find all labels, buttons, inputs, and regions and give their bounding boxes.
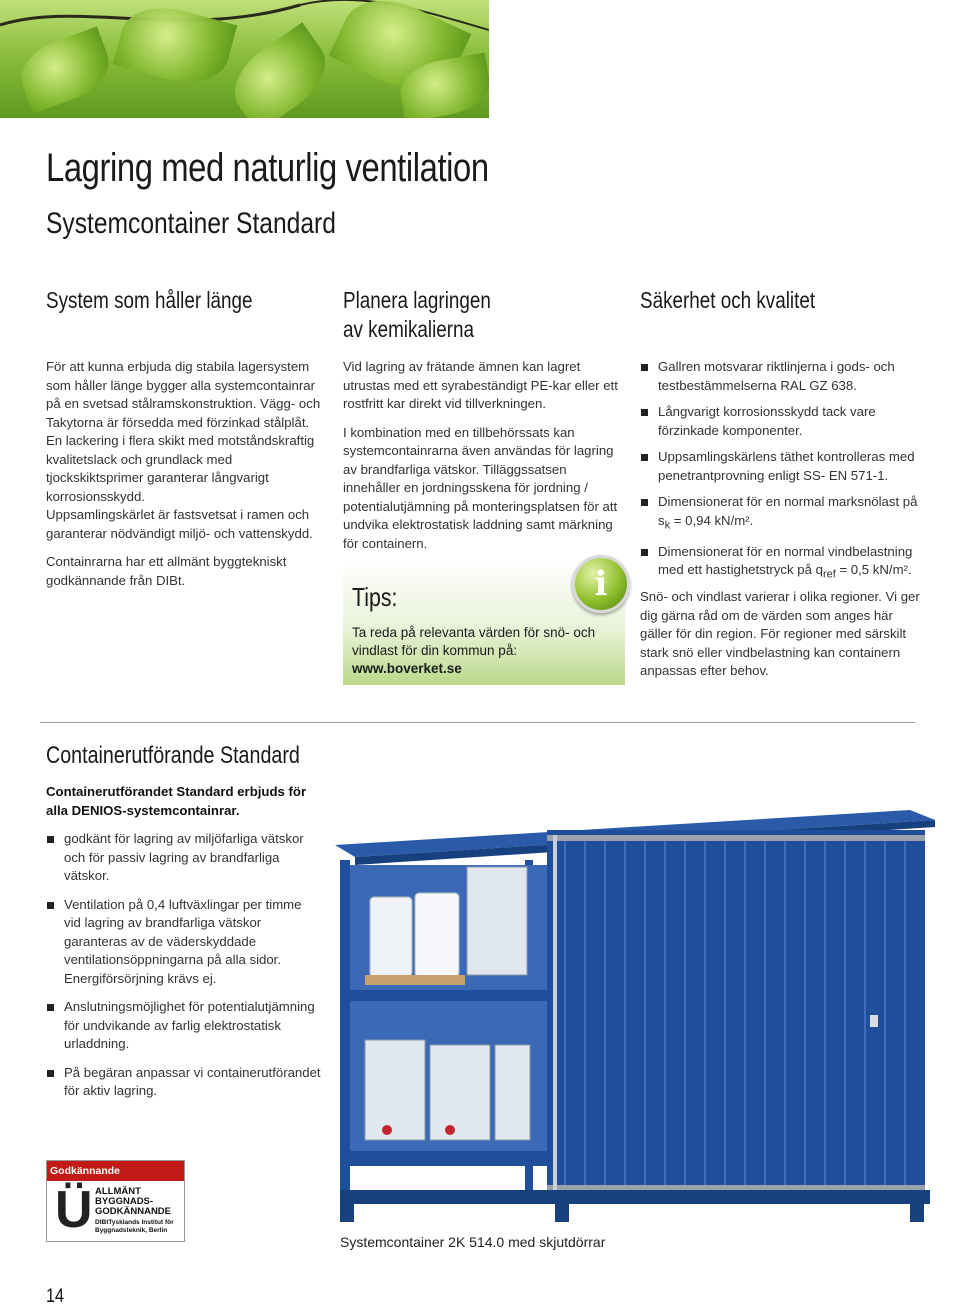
- lower-sump: [340, 1150, 550, 1166]
- list-item: godkänt för lagring av miljöfarliga vätskor och för passiv lagring av brandfarliga vätskor.: [46, 830, 321, 886]
- snow-load-text: Dimensionerat för en normal marksnölast på s: [658, 494, 918, 528]
- wind-load-value: = 0,5 kN/m².: [835, 562, 912, 578]
- page-subtitle: Systemcontainer Standard: [46, 207, 336, 240]
- container-base: [340, 1190, 930, 1204]
- energy-note: Energiförsörjning krävs ej.: [64, 970, 217, 986]
- list-item: Anslutningsmöjlighet för potentialutjämning för undvikande av farlig elektrostatisk urladdning.: [46, 998, 321, 1054]
- ibc-tank: [365, 1040, 425, 1140]
- equipment-list: [46, 830, 321, 1101]
- col1-paragraph: För att kunna erbjuda dig stabila lagersystem som håller länge bygger alla systemcontainrar på en svetsad stålramskonstruktion. Vägg- och Takytorna är försedda med förzinkad stålplåt.: [46, 359, 321, 430]
- ibc-tank: [495, 1045, 530, 1140]
- door-rail: [547, 835, 925, 841]
- page-number: 14: [46, 1286, 64, 1307]
- ibc-tank: [430, 1045, 490, 1140]
- snow-load-subscript: k: [664, 519, 671, 532]
- approval-line: ALLMÄNT: [95, 1186, 141, 1197]
- col3-after-text: Snö- och vindlast varierar i olika regioner. Vi ger dig gärna råd om de värden som anges här gäller för din region. För regioner med särskilt stark snö eller vindbelastning kan containern anpassas efter behov.: [640, 589, 920, 679]
- equipment-body: [46, 830, 321, 1109]
- sliding-doors: [547, 830, 925, 1190]
- image-caption: Systemcontainer 2K 514.0 med skjutdörrar: [340, 1234, 606, 1250]
- drum: [370, 897, 412, 977]
- list-item: Uppsamlingskärlens täthet kontrolleras med penetrantprovning enligt SS- EN 571-1.: [640, 448, 920, 485]
- approval-u-mark: Ü: [55, 1181, 93, 1239]
- col2-paragraph: I kombination med en tillbehörssats kan systemcontainrarna även användas för lagring av brandfarliga vätskor. Tilläggssatsen innehåller en jordningsskena för jordning / potentialutjämning på monteringsplatsen för att undvika elektrostatisk laddning samt märkning för containern.: [343, 424, 618, 551]
- equipment-heading: Containerutförande Standard: [46, 742, 300, 769]
- col1-body: [46, 358, 326, 598]
- list-item: På begäran anpassar vi containerutförandet för aktiv lagring.: [46, 1064, 321, 1101]
- approval-line: GODKÄNNANDE: [95, 1206, 171, 1217]
- tips-text: [352, 624, 612, 678]
- col2-heading-line1: Planera lagringen: [343, 287, 491, 313]
- col1-paragraph: En lackering i flera skikt med motståndskraftig kvalitetslack och grundlack med tjockskiktsprimer garanterar långvarigt korrosionsskydd.: [46, 433, 315, 504]
- container-product-image: [325, 805, 935, 1225]
- pallet: [365, 975, 465, 985]
- tips-title: Tips:: [352, 582, 398, 612]
- approval-title: [95, 1187, 185, 1217]
- tips-description: Ta reda på relevanta värden för snö- och vindlast för din kommun på:: [352, 625, 596, 658]
- col2-paragraph: Vid lagring av frätande ämnen kan lagret utrustas med ett syrabeständigt PE-kar eller ett rostfritt kar direkt vid tillverkningen.: [343, 359, 618, 411]
- info-icon: i: [572, 555, 630, 613]
- approval-header: Godkännande: [47, 1161, 184, 1181]
- snow-load-value: = 0,94 kN/m².: [670, 512, 754, 528]
- drum: [415, 893, 459, 977]
- col3-heading: Säkerhet och kvalitet: [640, 287, 816, 313]
- approval-badge: [46, 1160, 185, 1242]
- section-divider: [40, 722, 915, 723]
- col2-heading-line2: av kemikalierna: [343, 316, 475, 342]
- header-blank-area: [489, 0, 960, 118]
- door-handle: [870, 1015, 878, 1027]
- wind-load-subscript: ref: [822, 568, 836, 581]
- approval-line: BYGGNADS-: [95, 1196, 154, 1207]
- tips-link[interactable]: www.boverket.se: [352, 661, 462, 676]
- col3-body: [640, 358, 920, 689]
- wind-load-text: Dimensionerat för en normal vindbelastning med ett hastighetstryck på q: [658, 543, 913, 578]
- list-item: [46, 896, 321, 989]
- approval-institute: DIBtTysklands Institut för Byggnadsteknik, Berlin: [95, 1219, 174, 1234]
- col1-paragraph: Containrarna har ett allmänt byggtekniskt godkännande från DIBt.: [46, 554, 287, 588]
- list-item: [640, 493, 920, 535]
- page-title: Lagring med naturlig ventilation: [46, 146, 489, 190]
- col1-heading: System som håller länge: [46, 287, 253, 313]
- col2-body: [343, 358, 623, 561]
- quality-list: [640, 358, 920, 584]
- list-item: Långvarigt korrosionsskydd tack vare förzinkade komponenter.: [640, 403, 920, 440]
- list-item: [640, 543, 920, 585]
- ventilation-text: Ventilation på 0,4 luftväxlingar per timme vid lagring av brandfarliga vätskor garanteras av de väderskyddade ventilationsöppningarna på alla sidor.: [64, 896, 302, 967]
- col1-paragraph: Uppsamlingskärlet är fastsvetsat i ramen och garanterar nödvändigt miljö- och vattenskydd.: [46, 507, 313, 541]
- equipment-intro: Containerutförandet Standard erbjuds för alla DENIOS-systemcontainrar.: [46, 784, 307, 818]
- list-item: Gallren motsvarar riktlinjerna i gods- och testbestämmelserna RAL GZ 638.: [640, 358, 920, 395]
- header-leaf-photo: [0, 0, 489, 118]
- ibc-tank: [467, 867, 527, 975]
